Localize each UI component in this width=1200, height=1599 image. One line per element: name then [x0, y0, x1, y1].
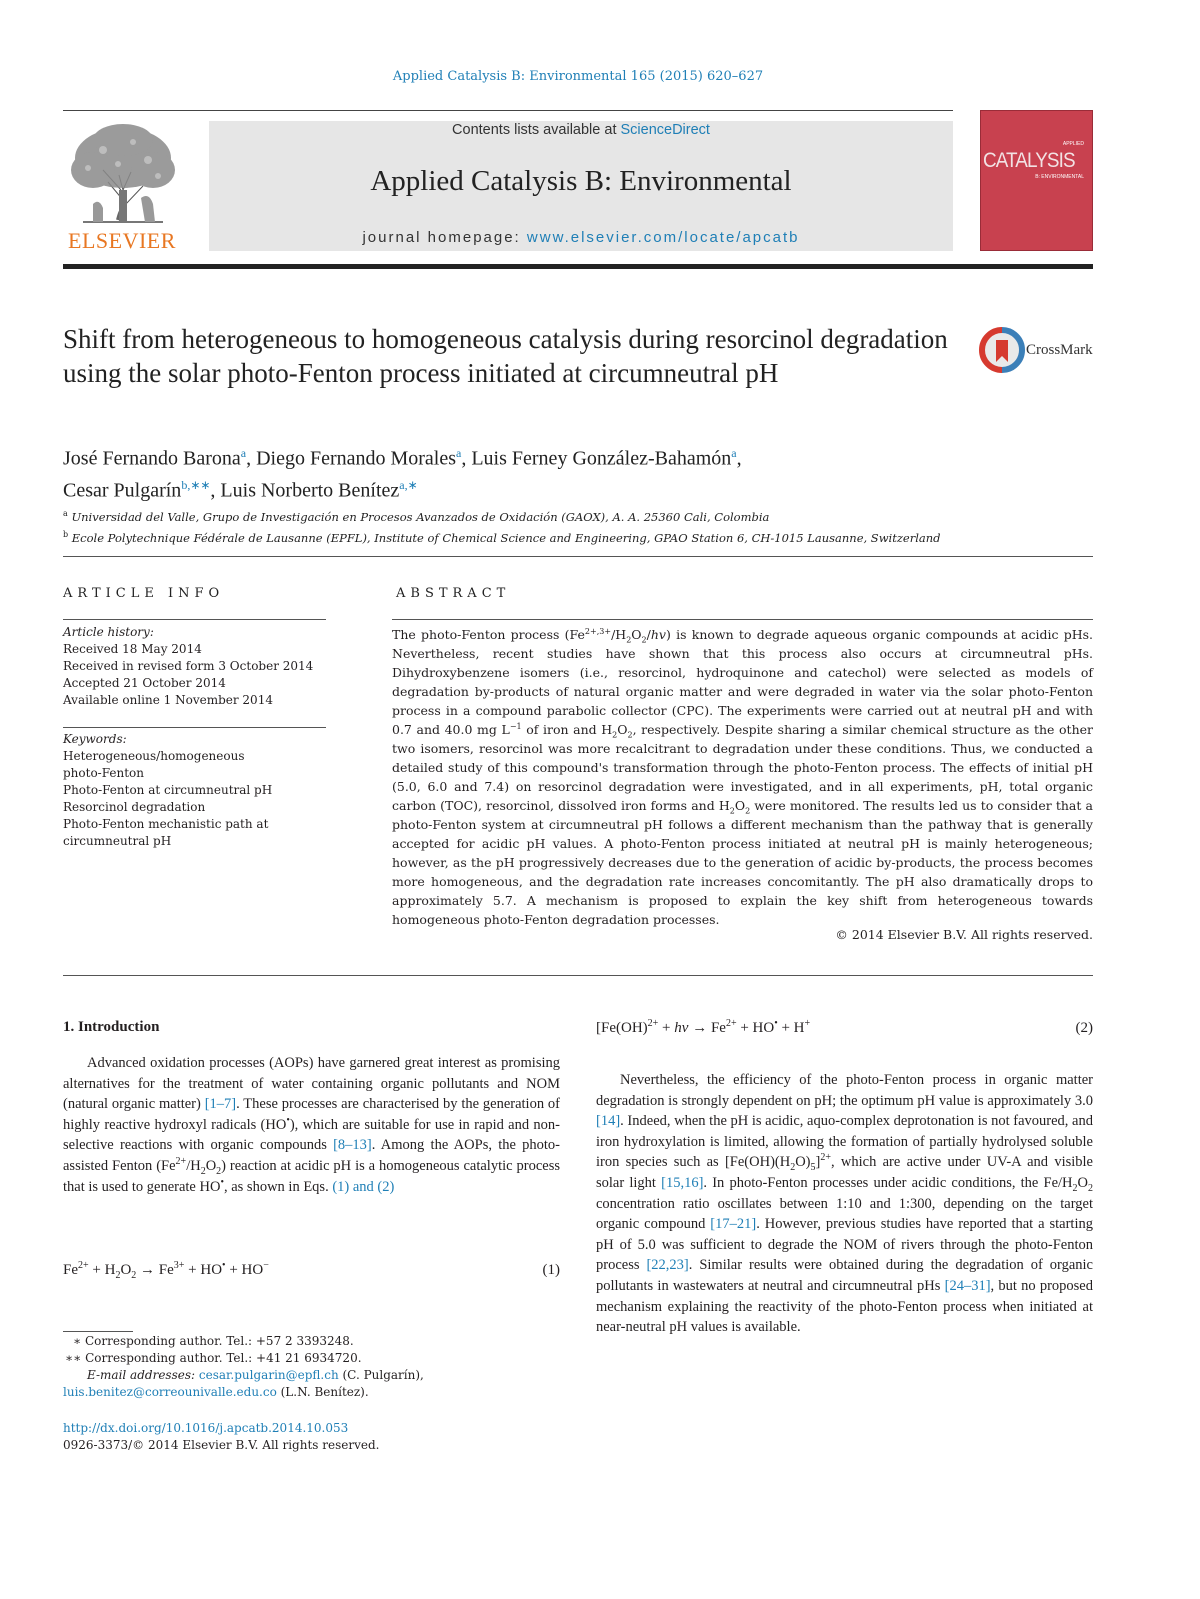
citation-link[interactable]: [14]	[596, 1113, 621, 1130]
equation-1: $Fe^{2+} + H_2O_2 \to Fe^{3+} + HO^• + HO^-$ (1)	[63, 1260, 560, 1281]
sciencedirect-link[interactable]: ScienceDirect	[620, 122, 710, 138]
author-affiliation-mark[interactable]: b,∗∗	[181, 477, 211, 492]
footnote-item: ∗ Corresponding author. Tel.: +57 2 3393248.	[73, 1334, 354, 1348]
affiliation-mark: b	[63, 529, 69, 539]
author-name: Cesar Pulgarín	[63, 479, 182, 502]
history-item: Received 18 May 2014	[63, 642, 202, 656]
cover-title: CATALYSIS	[983, 149, 1075, 172]
article-info-rule	[63, 619, 326, 620]
author-separator: ,	[246, 447, 257, 470]
equation-2: [Fe(OH)$^{2+}$ + hv → $Fe^{2+} + HO^• + H^+$ (2)	[596, 1018, 1093, 1036]
intro-paragraph: Advanced oxidation processes (AOPs) have garnered great interest as promising alternatives for the treatment of water containing organic pollutants and NOM (natural organic matter) [1–7]. These processes are characterised by the generation of highly reactive hydroxyl radicals (HO•), which are suitable for use in rapid and non-selective reactions with organic compounds [8–13]. Among the AOPs, the photo-assisted Fenton $(Fe^{2+}/H_2O_2)$ reaction at acidic pH is a homogeneous catalytic process that is used to generate HO•, as shown in Eqs. (1) and (2)	[63, 1055, 560, 1195]
equation-link[interactable]: (1) and (2)	[332, 1178, 395, 1195]
abstract-heading: ABSTRACT	[396, 586, 511, 601]
keyword-item: Photo-Fenton at circumneutral pH	[63, 783, 273, 797]
citation-link[interactable]: [15,16]	[661, 1174, 704, 1191]
journal-name: Applied Catalysis B: Environmental	[370, 165, 792, 197]
header-thick-rule	[63, 264, 1093, 269]
keyword-item: photo-Fenton	[63, 766, 145, 780]
keywords-rule	[63, 727, 326, 728]
crossmark-label[interactable]: CrossMark	[1026, 342, 1093, 358]
elsevier-wordmark: ELSEVIER	[68, 228, 176, 253]
contents-prefix: Contents lists available at	[452, 122, 621, 138]
footnote-emails: E-mail addresses: cesar.pulgarin@epfl.ch (C. Pulgarín),	[87, 1368, 424, 1382]
footnotes	[63, 1333, 560, 1401]
footnote-rule	[63, 1331, 133, 1332]
homepage-line	[209, 229, 953, 246]
citation-link[interactable]: [22,23]	[646, 1257, 689, 1274]
author-separator: ,	[461, 447, 472, 470]
elsevier-logo[interactable]	[63, 120, 203, 254]
keyword-item: circumneutral pH	[63, 834, 172, 848]
doi-block	[63, 1420, 379, 1454]
history-item: Accepted 21 October 2014	[63, 676, 226, 690]
crossmark-badge-icon	[978, 326, 1026, 374]
affiliation-item	[63, 505, 1093, 526]
keyword-item: Heterogeneous/homogeneous	[63, 749, 245, 763]
right-column-paragraph: Nevertheless, the efficiency of the photo-Fenton process in organic matter degradation is strongly dependent on pH; the optimum pH value is approximately 3.0 [14]. Indeed, when the pH is acidic, aquo-complex deprotonation is not favoured, and iron hydroxylation is limited, allowing the formation of partially hydrolysed soluble iron species such as $[Fe(OH)(H_2O)_5]^{2+}$, which are active under UV-A and visible solar light [15,16]. In photo-Fenton processes under acidic conditions, the $Fe/H_2O_2$ concentration ratio oscillates between 1:10 and 1:300, depending on the target organic compound [17–21]. However, previous studies have reported that a starting pH of 5.0 was sufficient to degrade the NOM of rivers through the photo-Fenton process [22,23]. Similar results were obtained during the degradation of organic pollutants in wastewaters at neutral and circumneutral pHs [24–31], but no proposed mechanism explaining the reactivity of the photo-Fenton process when initiated at near-neutral pH values is available.	[596, 1072, 1093, 1336]
footnote-item: ∗∗ Corresponding author. Tel.: +41 21 6934720.	[65, 1351, 362, 1365]
history-label: Article history:	[63, 625, 154, 639]
article-info-heading: ARTICLE INFO	[63, 586, 225, 601]
author-name: Luis Ferney González-Bahamón	[471, 447, 732, 470]
journal-banner	[209, 121, 953, 251]
abstract-end-rule	[63, 975, 1093, 976]
email-link[interactable]: cesar.pulgarin@epfl.ch	[198, 1368, 339, 1382]
author-list	[63, 440, 1093, 503]
equation-number: (1)	[542, 1262, 560, 1278]
issn-line: 0926-3373/© 2014 Elsevier B.V. All rights reserved.	[63, 1438, 380, 1452]
author-name: Diego Fernando Morales	[256, 447, 457, 470]
crossmark-icon[interactable]	[978, 326, 1026, 374]
author-name: Luis Norberto Benítez	[220, 479, 400, 502]
affiliations	[63, 505, 1093, 547]
keyword-item: Photo-Fenton mechanistic path at	[63, 817, 269, 831]
author-affiliation-mark[interactable]: a,∗	[399, 477, 418, 492]
abstract-rule	[392, 619, 1093, 620]
citation-link[interactable]: [1–7]	[204, 1096, 237, 1113]
section-heading-introduction: 1. Introduction	[63, 1019, 160, 1035]
author-affiliation-mark[interactable]: a	[456, 446, 462, 460]
author-separator: ,	[736, 447, 742, 470]
abstract-text: The photo-Fenton process $(Fe^{2+,3+}/H_2O_2/hv)$ is known to degrade aqueous organic compounds at acidic pHs. Nevertheless, recent studies have shown that this process also occurs at circumneutral pHs. Dihydroxybenzene isomers (i.e., resorcinol, hydroquinone and catechol) were selected as models of degradation by-products of natural organic matter and were degraded in water via the solar photo-Fenton process in a compound parabolic collector (CPC). The experiments were carried out at neutral pH and with 0.7 and 40.0 mg $L^{-1}$ of iron and $H_2O_2$, respectively. Despite sharing a similar chemical structure as the other two isomers, resorcinol was more recalcitrant to degradation under these conditions. Thus, we conducted a detailed study of this compound's transformation through the photo-Fenton process. The effects of initial pH (5.0, 6.0 and 7.4) on resorcinol degradation were investigated, and in all experiments, pH, total organic carbon (TOC), resorcinol, dissolved iron forms and $H_2O_2$ were monitored. The results led us to consider that a photo-Fenton system at circumneutral pH follows a different mechanism than the pathway that is generally accepted for acidic pH values. A photo-Fenton process initiated at neutral pH is mainly heterogeneous; however, as the pH progressively decreases due to the generation of acidic by-products, the process becomes more homogeneous, and the degradation rate increases concomitantly. The pH also dramatically drops to approximately 5.7. A mechanism is proposed to explain the key shift from heterogeneous towards homogeneous photo-Fenton degradation processes.	[392, 626, 1093, 927]
email-link[interactable]: luis.benitez@correounivalle.edu.co	[63, 1385, 277, 1399]
author-affiliation-mark[interactable]: a	[240, 446, 247, 460]
contents-line	[209, 121, 953, 138]
citation-link[interactable]: [8–13]	[333, 1137, 372, 1154]
keyword-item: Resorcinol degradation	[63, 800, 206, 814]
affiliation-rule	[63, 556, 1093, 557]
author-name: José Fernando Barona	[63, 447, 241, 470]
cover-subtitle: B: ENVIRONMENTAL	[1035, 174, 1084, 180]
equation-number: (2)	[1075, 1020, 1093, 1036]
header-rule	[63, 110, 953, 111]
homepage-prefix: journal homepage:	[362, 229, 527, 246]
journal-homepage-link[interactable]: www.elsevier.com/locate/apcatb	[526, 229, 800, 246]
affiliation-text: Ecole Polytechnique Fédérale de Lausanne (EPFL), Institute of Chemical Science and Engineering, GPAO Station 6, CH-1015 Lausanne, Switzerland	[71, 530, 941, 545]
journal-citation-link[interactable]: Applied Catalysis B: Environmental 165 (2015) 620–627	[392, 69, 764, 84]
cover-applied-label: APPLIED	[1062, 141, 1084, 147]
history-item: Received in revised form 3 October 2014	[63, 659, 314, 673]
doi-link[interactable]: http://dx.doi.org/10.1016/j.apcatb.2014.10.053	[63, 1421, 349, 1435]
keywords-label: Keywords:	[63, 732, 127, 746]
journal-cover-thumbnail[interactable]	[980, 110, 1093, 251]
author-separator: ,	[210, 479, 221, 502]
affiliation-text: Universidad del Valle, Grupo de Investigación en Procesos Avanzados de Oxidación (GAOX), A. A. 25360 Cali, Colombia	[71, 509, 770, 524]
article-history	[63, 624, 326, 709]
footnote-emails: luis.benitez@correounivalle.edu.co (L.N. Benítez).	[63, 1385, 369, 1399]
affiliation-item	[63, 526, 1093, 547]
author-affiliation-mark[interactable]: a	[731, 446, 737, 460]
citation-link[interactable]: [17–21]	[710, 1216, 757, 1233]
history-item: Available online 1 November 2014	[63, 693, 273, 707]
article-title: Shift from heterogeneous to homogeneous catalysis during resorcinol degradation using the solar photo-Fenton process initiated at circumneutral pH	[63, 324, 948, 388]
keywords	[63, 731, 326, 850]
citation-link[interactable]: [24–31]	[944, 1277, 991, 1294]
affiliation-mark: a	[63, 509, 68, 518]
abstract-copyright: © 2014 Elsevier B.V. All rights reserved.	[835, 927, 1093, 942]
